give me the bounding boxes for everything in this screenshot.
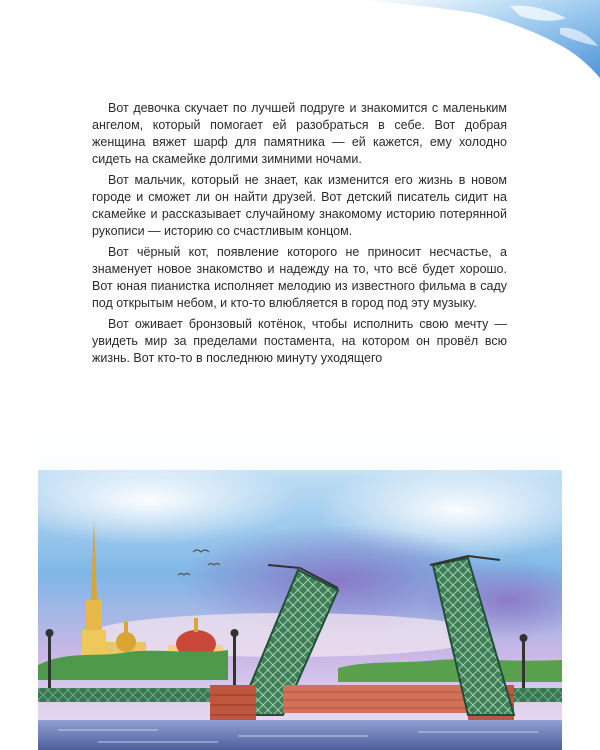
story-text: [92, 100, 507, 371]
paragraph-1: Вот девочка скучает по лучшей подруге и знакомится с маленьким ангелом, который помогает ей разобраться в себе. Вот добрая женщина вяжет шарф для памятника — ей кажется, ему холодно сидеть на скамейке долгими зимними ночами.: [92, 101, 507, 166]
river-neva: [38, 720, 562, 750]
sky-corner-illustration: [360, 0, 600, 80]
paragraph-3: Вот чёрный кот, появление которого не приносит несчастье, а знаменует новое знакомство и надежду на то, что всё будет хорошо. Вот юная пианистка исполняет мелодию из известного фильма в саду под открытым небом, и кто-то влюбляется в город под эту музыку.: [92, 245, 507, 310]
embankment-wall: [283, 685, 468, 713]
paragraph-4: Вот оживает бронзовый котёнок, чтобы исполнить свою мечту — увидеть мир за пределами постамента, на котором он провёл всю жизнь. Вот кто-то в последнюю минуту уходящего: [92, 317, 507, 365]
paragraph-2: Вот мальчик, который не знает, как изменится его жизнь в новом городе и сможет ли он найти друзей. Вот детский писатель сидит на скамейке и рассказывает случайному знакомому историю потерянной рукописи — историю со счастливым концом.: [92, 173, 507, 238]
palace-bridge-illustration: [38, 430, 562, 750]
